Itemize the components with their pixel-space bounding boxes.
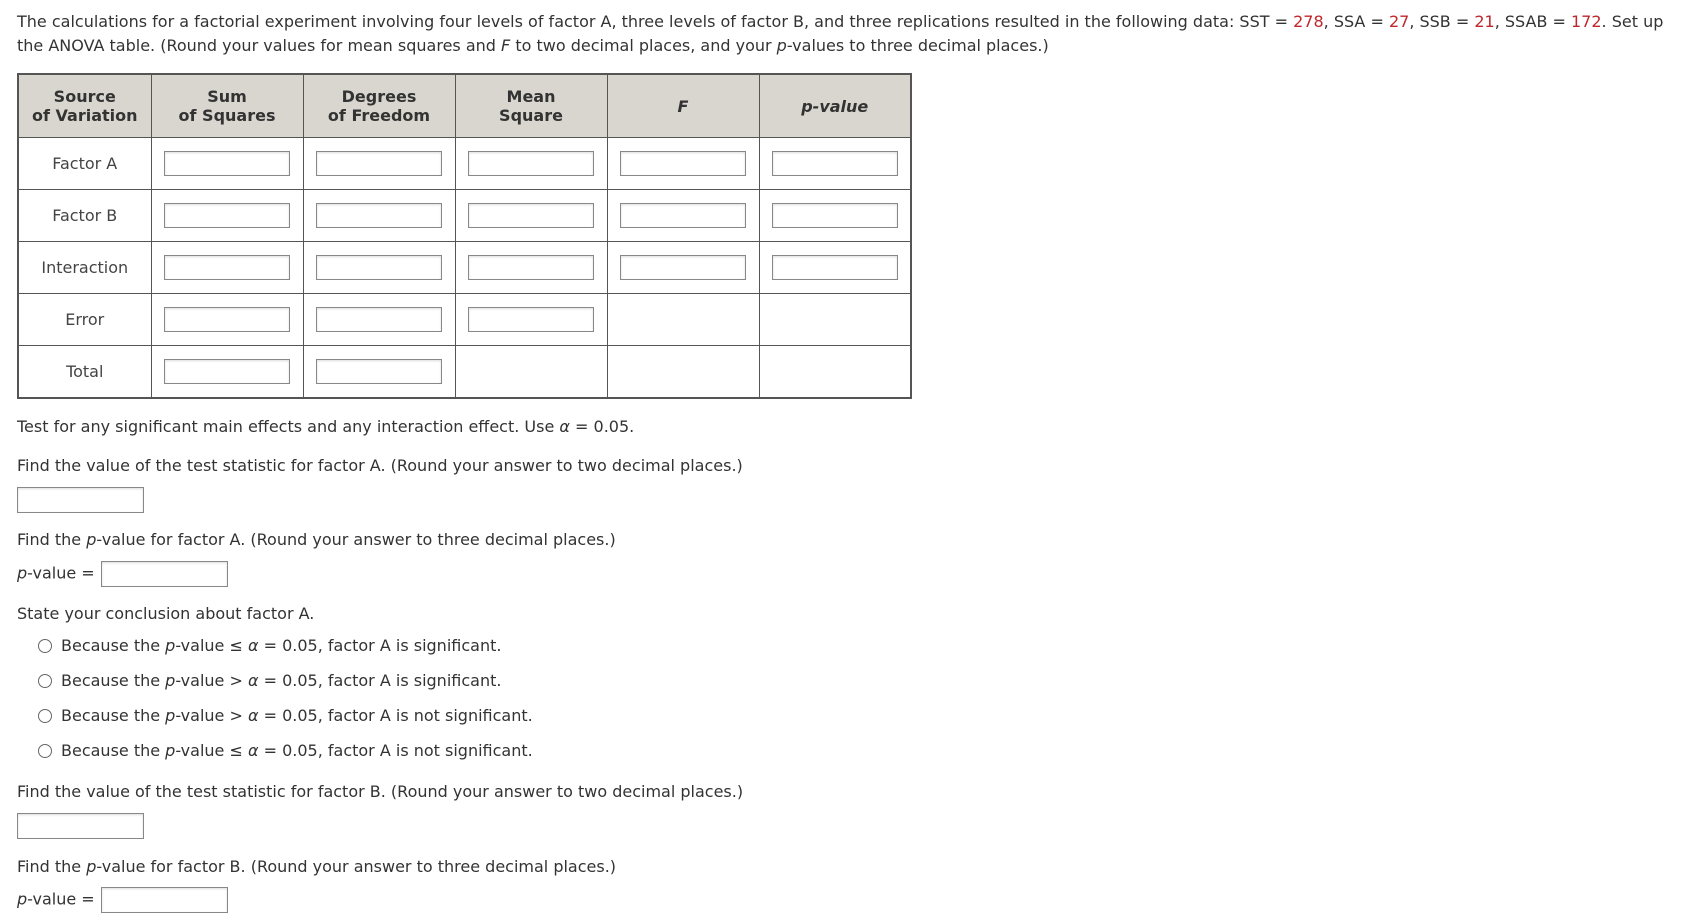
factor-a-p-value-input[interactable] [101,561,228,587]
conclusion-a-prompt: State your conclusion about factor A. [17,604,315,623]
header-f: F [607,74,759,138]
table-row-factor-a [18,138,911,190]
ssb-value: 21 [1474,12,1495,31]
error-ss-input[interactable] [164,307,290,332]
total-df-input[interactable] [316,359,442,384]
interaction-df-input[interactable] [316,255,442,280]
table-row-total [18,346,911,399]
option-a-4[interactable] [38,741,533,760]
row-label-error: Error [18,294,151,346]
table-row-error [18,294,911,346]
question-factor-a-p: Find the p-value for factor A. (Round your answer to three decimal places.) [17,530,616,549]
ssab-value: 172 [1571,12,1602,31]
interaction-p-input[interactable] [772,255,898,280]
factor-b-ms-input[interactable] [468,203,594,228]
ssa-value: 27 [1388,12,1410,31]
option-a-2[interactable] [38,671,501,690]
header-source: Source of Variation [18,74,151,138]
header-sum-of-squares: Sum of Squares [151,74,303,138]
total-p-empty [759,346,911,399]
total-f-empty [607,346,759,399]
radio-icon[interactable] [38,709,52,723]
intro-text: The calculations for a factorial experiment involving four levels of factor A, three levels of factor B, and three replications resulted in the following data: SST = 278, SSA = 27, SSB = 21, SSAB = 172. Set up the ANOVA table. (Round your values for mean squares and F to two decimal places, and your p-values to three decimal places.) [17,12,1664,55]
error-p-empty [759,294,911,346]
interaction-f-input[interactable] [620,255,746,280]
anova-table [17,73,912,399]
factor-a-stat-input[interactable] [17,487,144,513]
question-factor-b-p: Find the p-value for factor B. (Round your answer to three decimal places.) [17,857,617,876]
table-row-factor-b [18,190,911,242]
row-label-interaction: Interaction [18,242,151,294]
factor-a-df-input[interactable] [316,151,442,176]
factor-b-p-value-input[interactable] [101,887,228,913]
question-factor-a-stat: Find the value of the test statistic for factor A. (Round your answer to two decimal places.) [17,456,743,475]
problem-statement [17,10,1693,57]
radio-icon[interactable] [38,674,52,688]
row-label-total: Total [18,346,151,399]
option-a-4-label: Because the p-value ≤ α = 0.05, factor A is not significant. [61,741,533,760]
factor-a-p-input[interactable] [772,151,898,176]
error-f-empty [607,294,759,346]
factor-b-f-input[interactable] [620,203,746,228]
interaction-ms-input[interactable] [468,255,594,280]
factor-a-p-line: p-value = [17,561,228,587]
total-ss-input[interactable] [164,359,290,384]
test-intro: Test for any significant main effects and any interaction effect. Use α = 0.05. [17,417,635,436]
factor-a-ss-input[interactable] [164,151,290,176]
table-row-interaction [18,242,911,294]
row-label-factor-b: Factor B [18,190,151,242]
radio-icon[interactable] [38,639,52,653]
error-df-input[interactable] [316,307,442,332]
sst-value: 278 [1293,12,1324,31]
option-a-1-label: Because the p-value ≤ α = 0.05, factor A is significant. [61,636,502,655]
anova-header-row [18,74,911,138]
header-mean-square: Mean Square [455,74,607,138]
option-a-1[interactable] [38,636,501,655]
factor-a-ms-input[interactable] [468,151,594,176]
factor-b-df-input[interactable] [316,203,442,228]
factor-a-f-input[interactable] [620,151,746,176]
option-a-3-label: Because the p-value > α = 0.05, factor A is not significant. [61,706,533,725]
factor-b-stat-input[interactable] [17,813,144,839]
radio-icon[interactable] [38,744,52,758]
row-label-factor-a: Factor A [18,138,151,190]
factor-b-ss-input[interactable] [164,203,290,228]
interaction-ss-input[interactable] [164,255,290,280]
option-a-2-label: Because the p-value > α = 0.05, factor A is significant. [61,671,502,690]
factor-b-p-input[interactable] [772,203,898,228]
error-ms-input[interactable] [468,307,594,332]
total-ms-empty [455,346,607,399]
option-a-3[interactable] [38,706,533,725]
header-p-value: p-value [759,74,911,138]
question-factor-b-stat: Find the value of the test statistic for factor B. (Round your answer to two decimal places.) [17,782,744,801]
factor-b-p-line: p-value = [17,887,228,913]
header-degrees-of-freedom: Degrees of Freedom [303,74,455,138]
